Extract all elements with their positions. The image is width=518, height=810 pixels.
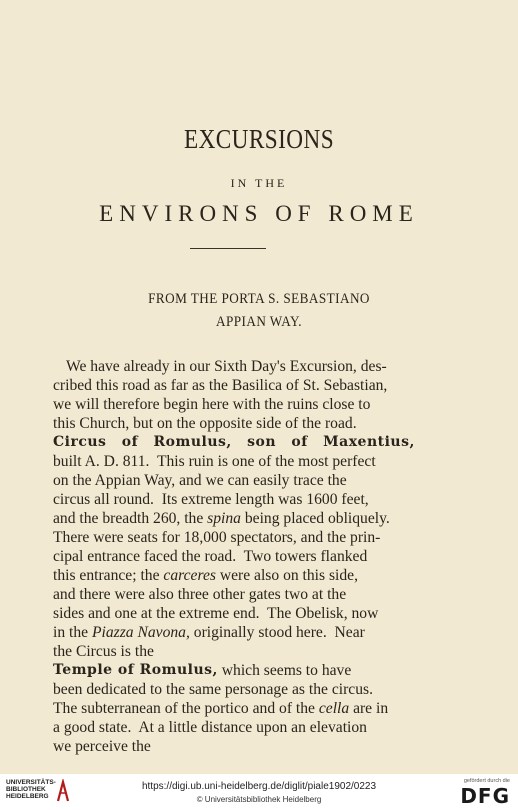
entry-heading: Circus of Romulus, son of Maxentius, (53, 434, 415, 450)
text-run: we perceive the (53, 738, 151, 755)
text-line (53, 737, 415, 756)
text-line (53, 718, 415, 737)
entry-heading: Temple of Romulus, (53, 662, 218, 678)
text-line (53, 414, 415, 433)
text-line (53, 471, 415, 490)
text-line (53, 509, 415, 528)
text-line (53, 699, 415, 718)
text-run: and the breadth 260, the (53, 510, 208, 527)
text-run: which seems to have (217, 662, 352, 679)
permalink-url[interactable]: https://digi.ub.uni-heidelberg.de/diglit/piale1902/0223 (141, 781, 377, 792)
text-run: the Circus is the (53, 643, 154, 660)
text-run: been dedicated to the same personage as the circus. (53, 681, 373, 698)
text-line (53, 623, 415, 642)
text-run: We have already in our Sixth Day's Excursion, des- (66, 358, 387, 375)
text-run: cribed this road as far as the Basilica of St. Sebastian, (53, 377, 388, 394)
text-run: a good state. At a little distance upon an elevation (53, 719, 367, 736)
italic-term: Piazza Navona, (91, 624, 190, 641)
text-run: originally stood here. Near (189, 624, 365, 641)
text-line (53, 547, 415, 566)
page-title: EXCURSIONS (183, 124, 335, 154)
text-line (53, 528, 415, 547)
title-connector: IN THE (230, 176, 288, 190)
text-line (53, 490, 415, 509)
text-run: cipal entrance faced the road. Two towers flanked (53, 548, 368, 565)
text-line (53, 642, 415, 661)
text-line (53, 566, 415, 585)
text-run: on the Appian Way, and we can easily trace the (53, 472, 347, 489)
section-subheading: APPIAN WAY. (215, 314, 303, 330)
text-line (53, 376, 415, 395)
text-line (53, 604, 415, 623)
text-line (66, 357, 415, 376)
text-run: were also on this side, (215, 567, 359, 584)
text-run: circus all round. Its extreme length was 1600 feet, (53, 491, 369, 508)
italic-term: cella (318, 700, 350, 717)
library-name: UNIVERSITÄTS- BIBLIOTHEK HEIDELBERG (6, 779, 56, 800)
text-line (53, 452, 415, 471)
text-line (53, 585, 415, 604)
copyright-notice: © Universitätsbibliothek Heidelberg (196, 795, 322, 804)
text-run: sides and one at the extreme end. The Obelisk, now (53, 605, 379, 622)
text-run: The subterranean of the portico and of the (53, 700, 319, 717)
text-run: this Church, but on the opposite side of the road. (53, 415, 357, 432)
text-line (53, 680, 415, 699)
section-heading: FROM THE PORTA S. SEBASTIANO (148, 291, 370, 307)
text-run: are in (349, 700, 389, 717)
text-run: There were seats for 18,000 spectators, and the prin- (53, 529, 381, 546)
title-divider (190, 248, 266, 249)
text-run: being placed obliquely. (240, 510, 390, 527)
text-line (53, 433, 415, 452)
text-run: and there were also three other gates two at the (53, 586, 347, 603)
text-line (53, 661, 415, 680)
viewer-footer (0, 774, 518, 810)
italic-term: spina (207, 510, 241, 527)
page-subtitle: ENVIRONS OF ROME (99, 201, 419, 226)
funding-note: gefördert durch die (463, 778, 510, 784)
dfg-logo: DFG (460, 784, 510, 808)
text-run: built A. D. 811. This ruin is one of the most perfect (53, 453, 376, 470)
italic-term: carceres (163, 567, 216, 584)
text-line (53, 395, 415, 414)
text-run: this entrance; the (53, 567, 164, 584)
text-run: in the (53, 624, 92, 641)
text-run: we will therefore begin here with the ruins close to (53, 396, 371, 413)
